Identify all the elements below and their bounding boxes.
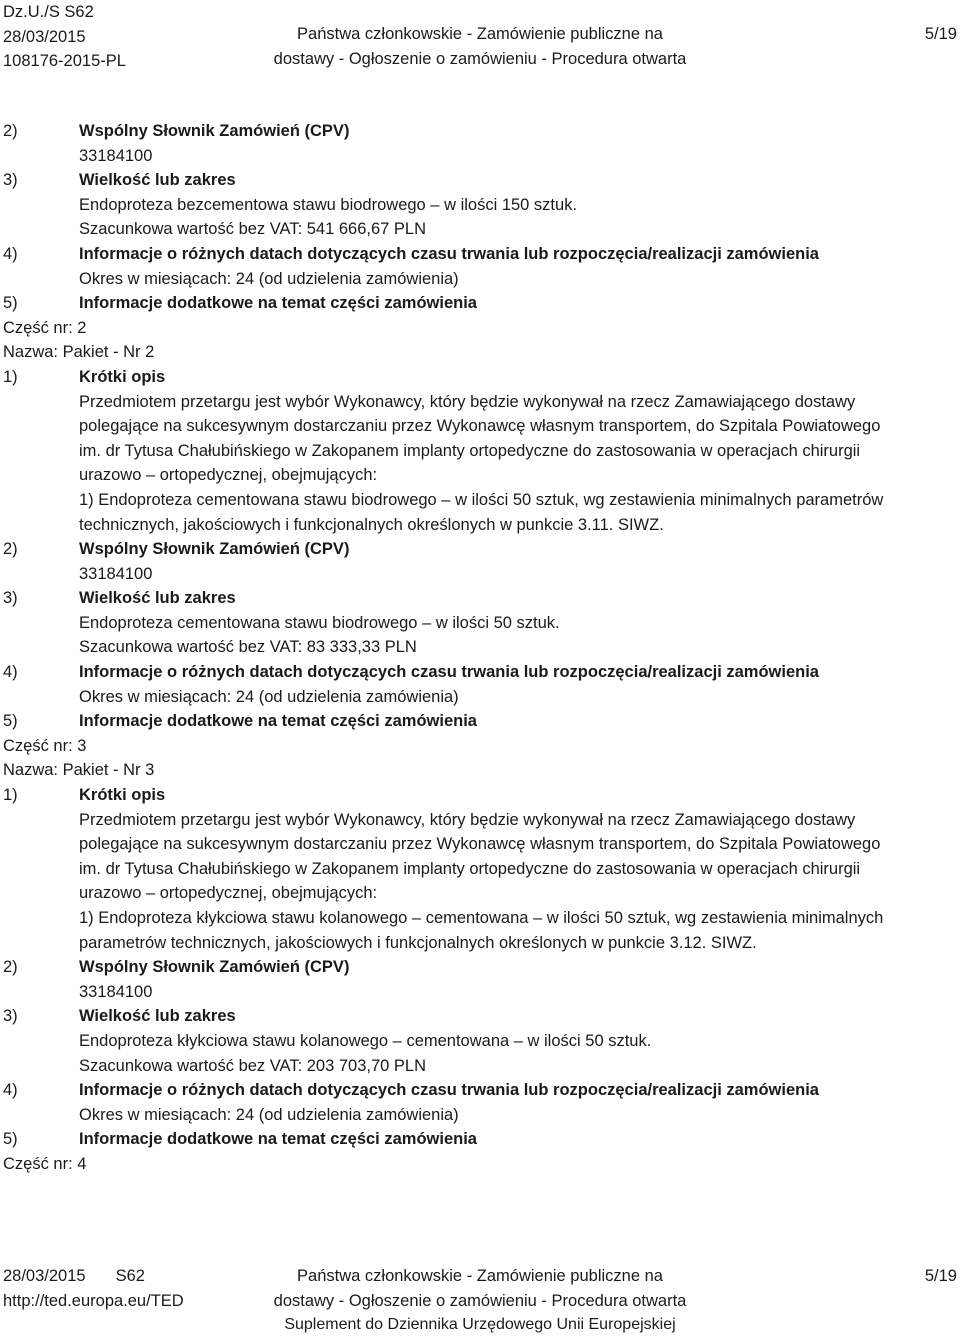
description-line: Przedmiotem przetargu jest wybór Wykonawcy, który będzie wykonywał na rzecz Zamawiającego dostawy <box>79 810 856 829</box>
cpv-section <box>3 537 958 586</box>
description-line: urazowo – ortopedycznej, obejmujących: <box>79 466 378 485</box>
duration-text: Okres w miesiącach: 24 (od udzielenia zamówienia) <box>79 269 459 288</box>
page-header <box>0 0 960 72</box>
footer-code: S62 <box>115 1267 145 1285</box>
section-title: Wspólny Słownik Zamówień (CPV) <box>79 122 350 140</box>
description-line: polegające na sukcesywnym dostarczaniu przez Wykonawcę własnym transportem, do Szpitala Powiatowego <box>79 835 881 854</box>
footer-url: http://ted.europa.eu/TED <box>3 1291 184 1310</box>
section-number: 3) <box>3 1007 18 1026</box>
header-title-line1: Państwa członkowskie - Zamówienie publiczne na <box>297 25 663 43</box>
section-number: 2) <box>3 540 18 559</box>
document-body <box>3 119 958 1177</box>
section-title: Informacje o różnych datach dotyczących czasu trwania lub rozpoczęcia/realizacji zamówienia <box>79 1081 819 1100</box>
section-number: 5) <box>3 712 18 731</box>
header-date: 28/03/2015 <box>3 27 86 46</box>
quantity-text: Endoproteza bezcementowa stawu biodrowego – w ilości 150 sztuk. <box>79 195 578 214</box>
description-line: Przedmiotem przetargu jest wybór Wykonawcy, który będzie wykonywał na rzecz Zamawiającego dostawy <box>79 392 856 411</box>
header-page-number: 5/19 <box>924 25 957 43</box>
section-number: 1) <box>3 786 18 805</box>
section-number: 4) <box>3 244 18 263</box>
description-line: 1) Endoproteza cementowana stawu biodrowego – w ilości 50 sztuk, wg zestawienia minimalnych parametrów <box>79 490 884 509</box>
section-number: 2) <box>3 122 18 140</box>
section-title: Informacje dodatkowe na temat części zamówienia <box>79 1130 477 1149</box>
duration-text: Okres w miesiącach: 24 (od udzielenia zamówienia) <box>79 1105 459 1124</box>
section-title: Informacje dodatkowe na temat części zamówienia <box>79 712 477 731</box>
footer-title-line2: dostawy - Ogłoszenie o zamówieniu - Procedura otwarta <box>273 1291 687 1310</box>
section-number: 3) <box>3 171 18 190</box>
section-number: 3) <box>3 589 18 608</box>
section-number: 1) <box>3 367 18 386</box>
section-title: Wielkość lub zakres <box>79 171 236 190</box>
description-line: 1) Endoproteza kłykciowa stawu kolanowego – cementowana – w ilości 50 sztuk, wg zestawienia minimalnych <box>79 909 884 927</box>
footer-date: 28/03/2015 <box>3 1267 86 1285</box>
duration-text: Okres w miesiącach: 24 (od udzielenia zamówienia) <box>79 687 459 706</box>
cpv-section <box>3 955 958 1004</box>
quantity-section <box>3 168 958 242</box>
quantity-text: Endoproteza cementowana stawu biodrowego – w ilości 50 sztuk. <box>79 613 560 632</box>
description-section <box>3 783 958 955</box>
header-title-line2: dostawy - Ogłoszenie o zamówieniu - Procedura otwarta <box>273 49 687 68</box>
footer-center <box>0 1264 960 1338</box>
estimated-value: Szacunkowa wartość bez VAT: 541 666,67 PLN <box>79 220 426 239</box>
dates-section <box>3 242 958 291</box>
description-section <box>3 365 958 537</box>
journal-ref: Dz.U./S S62 <box>3 3 94 21</box>
section-title: Informacje dodatkowe na temat części zamówienia <box>79 294 477 313</box>
quantity-section <box>3 586 958 660</box>
section-title: Wielkość lub zakres <box>79 589 236 608</box>
section-number: 2) <box>3 958 18 977</box>
description-line: parametrów technicznych, jakościowych i funkcjonalnych określonych w punkcie 3.12. SIWZ. <box>79 933 757 952</box>
notice-id: 108176-2015-PL <box>3 52 126 71</box>
section-number: 4) <box>3 663 18 682</box>
header-center <box>0 22 960 71</box>
additional-info-section <box>3 291 958 316</box>
part-name: Nazwa: Pakiet - Nr 2 <box>3 343 155 362</box>
quantity-text: Endoproteza kłykciowa stawu kolanowego – cementowana – w ilości 50 sztuk. <box>79 1031 652 1050</box>
section-number: 5) <box>3 1130 18 1149</box>
part-number: Część nr: 3 <box>3 736 87 755</box>
section-title: Krótki opis <box>79 367 166 386</box>
footer-page-number: 5/19 <box>924 1267 957 1285</box>
part-number: Część nr: 4 <box>3 1154 87 1173</box>
cpv-code: 33184100 <box>79 564 153 583</box>
footer-supplement: Suplement do Dziennika Urzędowego Unii Europejskiej <box>284 1316 676 1334</box>
part-number: Część nr: 2 <box>3 318 87 337</box>
section-title: Informacje o różnych datach dotyczących czasu trwania lub rozpoczęcia/realizacji zamówienia <box>79 244 819 263</box>
description-line: im. dr Tytusa Chałubińskiego w Zakopanem implanty ortopedyczne do zastosowania w operacjach chirurgii <box>79 441 861 460</box>
cpv-code: 33184100 <box>79 982 153 1001</box>
estimated-value: Szacunkowa wartość bez VAT: 83 333,33 PLN <box>79 638 417 657</box>
description-line: polegające na sukcesywnym dostarczaniu przez Wykonawcę własnym transportem, do Szpitala Powiatowego <box>79 417 881 436</box>
quantity-section <box>3 1004 958 1078</box>
footer-title-line1: Państwa członkowskie - Zamówienie publiczne na <box>297 1267 663 1285</box>
estimated-value: Szacunkowa wartość bez VAT: 203 703,70 PLN <box>79 1056 426 1075</box>
section-number: 5) <box>3 294 18 313</box>
section-title: Wielkość lub zakres <box>79 1007 236 1026</box>
additional-info-section <box>3 1127 958 1152</box>
description-line: technicznych, jakościowych i funkcjonalnych określonych w punkcie 3.11. SIWZ. <box>79 515 664 534</box>
dates-section <box>3 1078 958 1127</box>
description-line: im. dr Tytusa Chałubińskiego w Zakopanem implanty ortopedyczne do zastosowania w operacjach chirurgii <box>79 859 861 878</box>
part-name: Nazwa: Pakiet - Nr 3 <box>3 761 155 780</box>
cpv-section <box>3 119 958 168</box>
additional-info-section <box>3 709 958 734</box>
section-title: Wspólny Słownik Zamówień (CPV) <box>79 540 350 559</box>
section-title: Informacje o różnych datach dotyczących czasu trwania lub rozpoczęcia/realizacji zamówienia <box>79 663 819 682</box>
section-number: 4) <box>3 1081 18 1100</box>
section-title: Krótki opis <box>79 786 166 805</box>
cpv-code: 33184100 <box>79 146 153 165</box>
section-title: Wspólny Słownik Zamówień (CPV) <box>79 958 350 977</box>
page-footer <box>0 1264 960 1334</box>
description-line: urazowo – ortopedycznej, obejmujących: <box>79 884 378 903</box>
dates-section <box>3 660 958 709</box>
